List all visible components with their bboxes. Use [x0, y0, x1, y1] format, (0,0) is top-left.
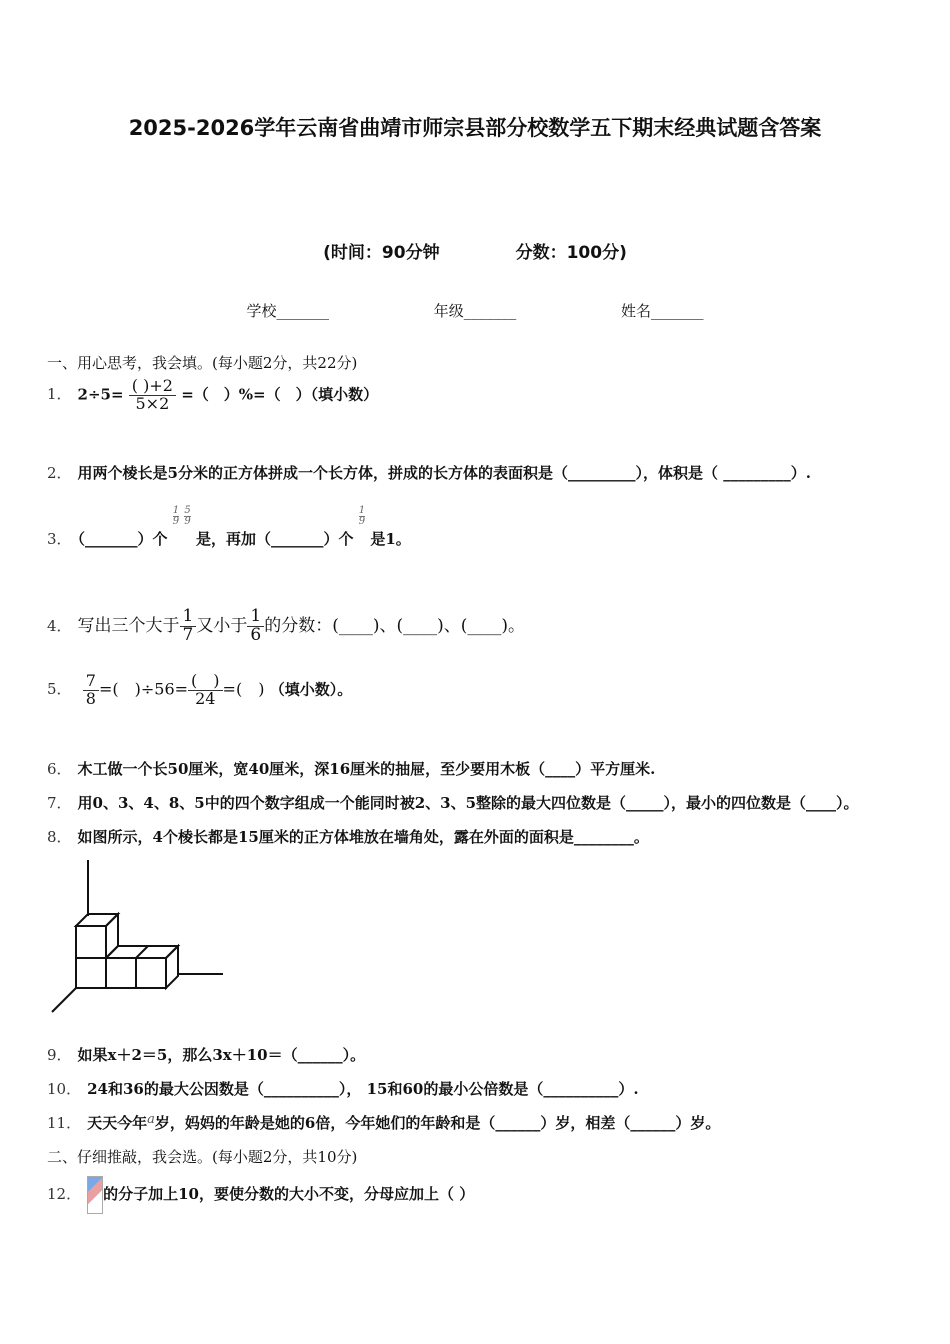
cube-front-face: [106, 958, 136, 988]
time-limit: (时间：90分钟: [323, 243, 440, 263]
grade-field[interactable]: 年级_______: [433, 302, 517, 320]
page-title: 2025-2026学年云南省曲靖市师宗县部分校数学五下期末经典试题含答案: [128, 116, 822, 140]
question-10: 10． 24和36的最大公因数是（__________）， 15和60的最小公倍数是（__________）.: [47, 1080, 639, 1098]
fraction: $\frac{5}{9}$: [184, 505, 191, 527]
student-fields: [0, 300, 950, 321]
cube-front-face: [76, 926, 106, 958]
cube-edge: [136, 946, 148, 958]
floor-edge: [52, 988, 76, 1012]
cube-front-face: [76, 958, 106, 988]
fraction-image: [87, 1176, 103, 1214]
cube-side-face: [166, 946, 178, 988]
question-8: 8． 如图所示，4个棱长都是15厘米的正方体堆放在墙角处，露在外面的面积是________。: [47, 828, 649, 846]
variable-a: a: [147, 1112, 155, 1127]
fraction: $\frac{1}{7}$: [180, 608, 197, 645]
cube-corner-figure: [48, 858, 228, 1018]
question-4: 4． 写出三个大于 $\frac{1}{7}$ 又小于 $\frac{1}{6}$ 的分数：(____)、(____)、(____)。: [47, 606, 525, 645]
question-6: 6． 木工做一个长50厘米，宽40厘米，深16厘米的抽屉，至少要用木板（____）平方厘米.: [47, 760, 656, 778]
question-9: 9． 如果x＋2＝5，那么3x＋10＝（______）。: [47, 1046, 366, 1064]
total-score: 分数：100分): [515, 243, 627, 263]
question-2: 2． 用两个棱长是5分米的正方体拼成一个长方体，拼成的长方体的表面积是（_________），体积是（ _________）.: [47, 464, 811, 482]
exam-info: [0, 238, 950, 263]
cube-front-face: [136, 958, 166, 988]
question-12: 12． 的分子加上10，要使分数的大小不变，分母应加上（ ）: [47, 1176, 474, 1214]
fraction: $\frac{1}{9}$: [172, 505, 180, 527]
school-field[interactable]: 学校_______: [246, 302, 329, 320]
section-heading: 二、仔细推敲，我会选。(每小题2分，共10分): [47, 1148, 358, 1166]
fraction: $\frac{( )+2}{5\times 2}$: [129, 378, 176, 413]
fraction: $\frac{1}{9}$: [358, 505, 366, 527]
fraction: $\frac{1}{6}$: [247, 608, 264, 645]
question-3: 3． （_______）个 $\frac{1}{9}$ $\frac{5}{9}$ 是，再加（_______）个 $\frac{1}{9}$ 是1。: [47, 505, 411, 548]
question-5: 5． $\frac{7}{8}$ =( )÷56= $\frac{( )}{24}$ =( ) （填小数）。: [47, 671, 353, 708]
fraction: $\frac{( )}{24}$: [188, 673, 223, 708]
question-1: 1． 2÷5= $\frac{( )+2}{5\times 2}$ =（ ）%=（ ）（填小数）: [47, 376, 379, 413]
section-heading: 一、用心思考，我会填。(每小题2分，共22分): [47, 354, 358, 372]
name-field[interactable]: 姓名_______: [621, 302, 704, 320]
fraction: $\frac{7}{8}$: [83, 673, 99, 708]
question-7: 7． 用0、3、4、8、5中的四个数字组成一个能同时被2、3、5整除的最大四位数是（_____），最小的四位数是（____）。: [47, 794, 859, 812]
question-11: 11． 天天今年a岁，妈妈的年龄是她的6倍，今年她们的年龄和是（______）岁，相差（______）岁。: [47, 1112, 721, 1132]
